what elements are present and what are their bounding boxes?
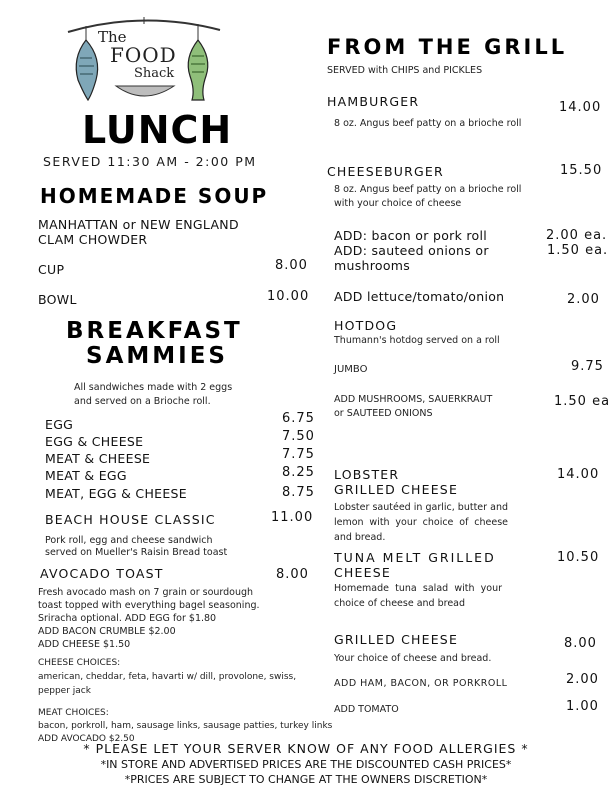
breakfast-heading-line1: BREAKFAST	[66, 318, 243, 344]
cheese-choices-label: CHEESE CHOICES:	[38, 658, 121, 668]
avocado-desc-line4: ADD BACON CRUMBLE $2.00	[38, 626, 176, 637]
avocado-desc-line5: ADD CHEESE $1.50	[38, 639, 131, 650]
soup-name-line1: MANHATTAN or NEW ENGLAND	[38, 217, 239, 232]
beach-house-desc-line2: served on Mueller's Raisin Bread toast	[45, 547, 228, 558]
hamburger-desc: 8 oz. Angus beef patty on a brioche roll	[334, 118, 522, 129]
add-mushrooms-label-line2: or SAUTEED ONIONS	[334, 408, 433, 419]
lunch-title: LUNCH	[82, 108, 233, 152]
cheeseburger-desc-line1: 8 oz. Angus beef patty on a brioche roll	[334, 184, 522, 195]
soup-heading: HOMEMADE SOUP	[40, 184, 269, 208]
grilled-cheese-label: GRILLED CHEESE	[334, 632, 459, 647]
food-shack-logo	[64, 10, 224, 102]
lobster-desc: Lobster sautéed in garlic, butter and lemon with your choice of cheese and bread.	[334, 502, 508, 543]
tuna-desc: Homemade tuna salad with your choice of cheese and bread	[334, 583, 502, 609]
jumbo-label: JUMBO	[334, 364, 368, 375]
hotdog-desc: Thumann's hotdog served on a roll	[334, 335, 500, 346]
add-lettuce-label: ADD lettuce/tomato/onion	[334, 289, 505, 304]
tuna-label-line1: TUNA MELT GRILLED	[334, 550, 496, 565]
cheeseburger-label: CHEESEBURGER	[327, 164, 444, 179]
lobster-label-line2: GRILLED CHEESE	[334, 482, 459, 497]
menu-item-meat-egg: MEAT & EGG	[45, 468, 127, 483]
price-change-notice: *PRICES ARE SUBJECT TO CHANGE AT THE OWNERS DISCRETION*	[124, 773, 488, 786]
add-onions-label-line2: mushrooms	[334, 258, 411, 273]
menu-price-meat-egg: 8.25	[282, 465, 315, 480]
menu-item-egg: EGG	[45, 417, 74, 432]
add-onions-price: 1.50 ea.	[547, 243, 609, 258]
logo-line1: The	[98, 28, 127, 46]
discount-notice: *IN STORE AND ADVERTISED PRICES ARE THE DISCOUNTED CASH PRICES*	[100, 758, 512, 771]
beach-house-label: BEACH HOUSE CLASSIC	[45, 512, 216, 527]
breakfast-note-line2: and served on a Brioche roll.	[74, 396, 211, 407]
hamburger-label: HAMBURGER	[327, 94, 420, 109]
grilled-cheese-price: 8.00	[564, 636, 597, 651]
menu-price-egg: 6.75	[282, 411, 315, 426]
avocado-desc-line3: Sriracha optional. ADD EGG for $1.80	[38, 613, 217, 624]
grill-heading: FROM THE GRILL	[327, 35, 568, 59]
soup-bowl-label: BOWL	[38, 292, 77, 307]
tuna-label-line2: CHEESE	[334, 565, 391, 580]
cheese-choices-list: american, cheddar, feta, havarti w/ dill, provolone, swiss, pepper jack	[38, 672, 297, 696]
menu-item-meat-cheese: MEAT & CHEESE	[45, 451, 151, 466]
soup-name-line2: CLAM CHOWDER	[38, 232, 148, 247]
cheeseburger-price: 15.50	[560, 163, 603, 178]
served-hours: SERVED 11:30 AM - 2:00 PM	[43, 154, 257, 169]
add-ham-label: ADD HAM, BACON, OR PORKROLL	[334, 678, 508, 689]
add-mushrooms-label-line1: ADD MUSHROOMS, SAUERKRAUT	[334, 394, 493, 405]
add-bacon-price: 2.00 ea.	[546, 228, 608, 243]
menu-price-egg-cheese: 7.50	[282, 429, 315, 444]
beach-house-price: 11.00	[271, 510, 314, 525]
avocado-toast-label: AVOCADO TOAST	[40, 566, 164, 581]
breakfast-heading-line2: SAMMIES	[86, 343, 228, 369]
add-lettuce-price: 2.00	[567, 292, 600, 307]
add-onions-label-line1: ADD: sauteed onions or	[334, 243, 489, 258]
avocado-desc-line1: Fresh avocado mash on 7 grain or sourdough	[38, 587, 254, 598]
grilled-cheese-desc: Your choice of cheese and bread.	[334, 653, 492, 664]
add-tomato-price: 1.00	[566, 699, 599, 714]
menu-price-meat-egg-cheese: 8.75	[282, 485, 315, 500]
soup-cup-price: 8.00	[275, 258, 308, 273]
add-bacon-label: ADD: bacon or pork roll	[334, 228, 488, 243]
meat-choices-label: MEAT CHOICES:	[38, 708, 109, 718]
meat-choices-list: bacon, porkroll, ham, sausage links, sausage patties, turkey links	[38, 721, 333, 731]
cheeseburger-desc-line2: with your choice of cheese	[334, 198, 462, 209]
lobster-price: 14.00	[557, 467, 600, 482]
logo-line3: Shack	[134, 66, 175, 81]
menu-item-egg-cheese: EGG & CHEESE	[45, 434, 144, 449]
avocado-toast-price: 8.00	[276, 567, 309, 582]
logo-line2: FOOD	[110, 43, 177, 67]
hotdog-label: HOTDOG	[334, 318, 398, 333]
soup-cup-label: CUP	[38, 262, 65, 277]
menu-item-meat-egg-cheese: MEAT, EGG & CHEESE	[45, 486, 187, 501]
add-ham-price: 2.00	[566, 672, 599, 687]
add-mushrooms-price: 1.50 ea	[554, 394, 611, 409]
add-avocado-note: ADD AVOCADO $2.50	[38, 734, 135, 744]
tuna-price: 10.50	[557, 550, 600, 565]
breakfast-note-line1: All sandwiches made with 2 eggs	[74, 382, 233, 393]
hamburger-price: 14.00	[559, 100, 602, 115]
avocado-desc-line2: toast topped with everything bagel seasoning.	[38, 600, 260, 611]
lobster-label-line1: LOBSTER	[334, 467, 400, 482]
grill-subheading: SERVED with CHIPS and PICKLES	[327, 65, 483, 76]
menu-price-meat-cheese: 7.75	[282, 447, 315, 462]
jumbo-price: 9.75	[571, 359, 604, 374]
beach-house-desc-line1: Pork roll, egg and cheese sandwich	[45, 535, 213, 546]
allergy-notice: * PLEASE LET YOUR SERVER KNOW OF ANY FOOD ALLERGIES *	[83, 741, 529, 756]
add-tomato-label: ADD TOMATO	[334, 704, 399, 715]
soup-bowl-price: 10.00	[267, 289, 310, 304]
